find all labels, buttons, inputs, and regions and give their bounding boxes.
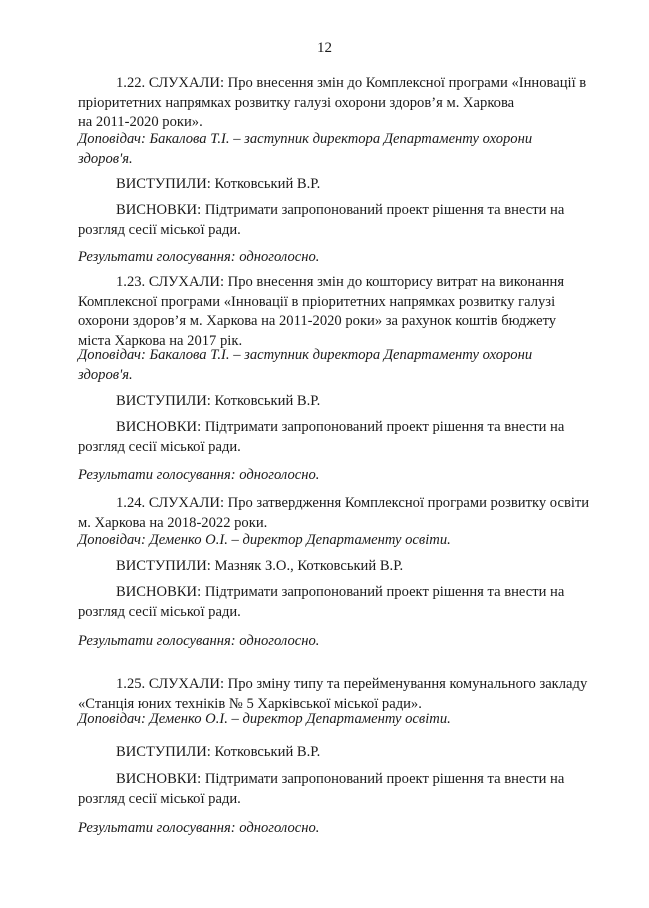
heard-line: Комплексної програми «Інновації в пріоритетних напрямках розвитку галузі bbox=[78, 293, 556, 310]
heard-line: 1.23. СЛУХАЛИ: Про внесення змін до кошторису витрат на виконання bbox=[116, 274, 565, 290]
spoke-line: ВИСТУПИЛИ: Котковський В.Р. bbox=[116, 176, 321, 192]
speaker-label: Доповідач: bbox=[78, 347, 146, 363]
conclusion-cont: розгляд сесії міської ради. bbox=[78, 221, 241, 238]
vote-result: Результати голосування: одноголосно. bbox=[78, 820, 320, 836]
speaker-role-cont: здоров'я. bbox=[78, 366, 133, 383]
conclusion-line bbox=[78, 418, 610, 438]
heard-paragraph bbox=[78, 675, 610, 714]
speaker-name: Бакалова Т.І. bbox=[149, 347, 230, 363]
spoke-line: ВИСТУПИЛИ: Котковський В.Р. bbox=[116, 744, 321, 760]
conclusion-cont: розгляд сесії міської ради. bbox=[78, 438, 241, 455]
speaker-label: Доповідач: bbox=[78, 131, 146, 147]
speaker-line bbox=[78, 346, 610, 366]
conclusion-line bbox=[78, 201, 610, 221]
heard-line: 1.22. СЛУХАЛИ: Про внесення змін до Комплексної програми «Інновації в bbox=[116, 75, 587, 91]
heard-line-text: пріоритетних напрямках розвитку галузі охорони здоров’я м. Харкова bbox=[78, 94, 515, 111]
conclusion-text: Підтримати запропонований проект рішення та внести на bbox=[204, 771, 565, 787]
speaker-line: Доповідач: Деменко О.І. – директор Департаменту освіти. bbox=[78, 532, 451, 548]
heard-line: охорони здоров’я м. Харкова на 2011-2020 роки» за рахунок коштів бюджету bbox=[78, 313, 557, 329]
conclusion-label: ВИСНОВКИ: bbox=[116, 584, 202, 600]
vote-result: Результати голосування: одноголосно. bbox=[78, 467, 320, 483]
conclusion-paragraph bbox=[78, 583, 610, 622]
conclusion-cont: розгляд сесії міської ради. bbox=[78, 790, 241, 807]
speaker-name: Бакалова Т.І. bbox=[149, 131, 230, 147]
speaker-paragraph bbox=[78, 346, 610, 385]
heard-line: 1.24. СЛУХАЛИ: Про затвердження Комплексної програми розвитку освіти bbox=[116, 495, 590, 511]
heard-line: м. Харкова на 2018-2022 роки. bbox=[78, 514, 268, 531]
speaker-line: Доповідач: Деменко О.І. – директор Департаменту освіти. bbox=[78, 711, 451, 727]
conclusion-paragraph bbox=[78, 418, 610, 457]
conclusion-label: ВИСНОВКИ: bbox=[116, 419, 202, 435]
speaker-role: – заступник директора Департаменту охорони bbox=[233, 131, 533, 147]
heard-paragraph bbox=[78, 74, 610, 133]
spoke-line: ВИСТУПИЛИ: Котковський В.Р. bbox=[116, 393, 321, 409]
conclusion-text: Підтримати запропонований проект рішення та внести на bbox=[204, 584, 565, 600]
speaker-role: – заступник директора Департаменту охорони bbox=[233, 347, 533, 363]
speaker-role-cont: здоров'я. bbox=[78, 150, 133, 167]
conclusion-text: Підтримати запропонований проект рішення та внести на bbox=[204, 419, 565, 435]
vote-result: Результати голосування: одноголосно. bbox=[78, 249, 320, 265]
conclusion-cont: розгляд сесії міської ради. bbox=[78, 603, 241, 620]
conclusion-line bbox=[78, 583, 610, 603]
conclusion-paragraph bbox=[78, 201, 610, 240]
heard-paragraph bbox=[78, 273, 610, 351]
speaker-paragraph bbox=[78, 130, 610, 169]
conclusion-label: ВИСНОВКИ: bbox=[116, 202, 202, 218]
spoke-line: ВИСТУПИЛИ: Мазняк З.О., Котковський В.Р. bbox=[116, 558, 404, 574]
conclusion-line bbox=[78, 770, 610, 790]
heard-line: на 2011-2020 роки». bbox=[78, 114, 203, 130]
heard-line: міста Харкова на 2017 рік. bbox=[78, 332, 243, 349]
speaker-line bbox=[78, 130, 610, 150]
heard-line: 1.25. СЛУХАЛИ: Про зміну типу та перейменування комунального закладу bbox=[116, 676, 588, 692]
page-number: 12 bbox=[317, 40, 332, 56]
conclusion-paragraph bbox=[78, 770, 610, 809]
heard-line: «Станція юних техніків № 5 Харківської міської ради». bbox=[78, 695, 422, 712]
conclusion-label: ВИСНОВКИ: bbox=[116, 771, 202, 787]
conclusion-text: Підтримати запропонований проект рішення та внести на bbox=[204, 202, 565, 218]
heard-paragraph bbox=[78, 494, 610, 533]
heard-line bbox=[78, 94, 610, 114]
vote-result: Результати голосування: одноголосно. bbox=[78, 633, 320, 649]
